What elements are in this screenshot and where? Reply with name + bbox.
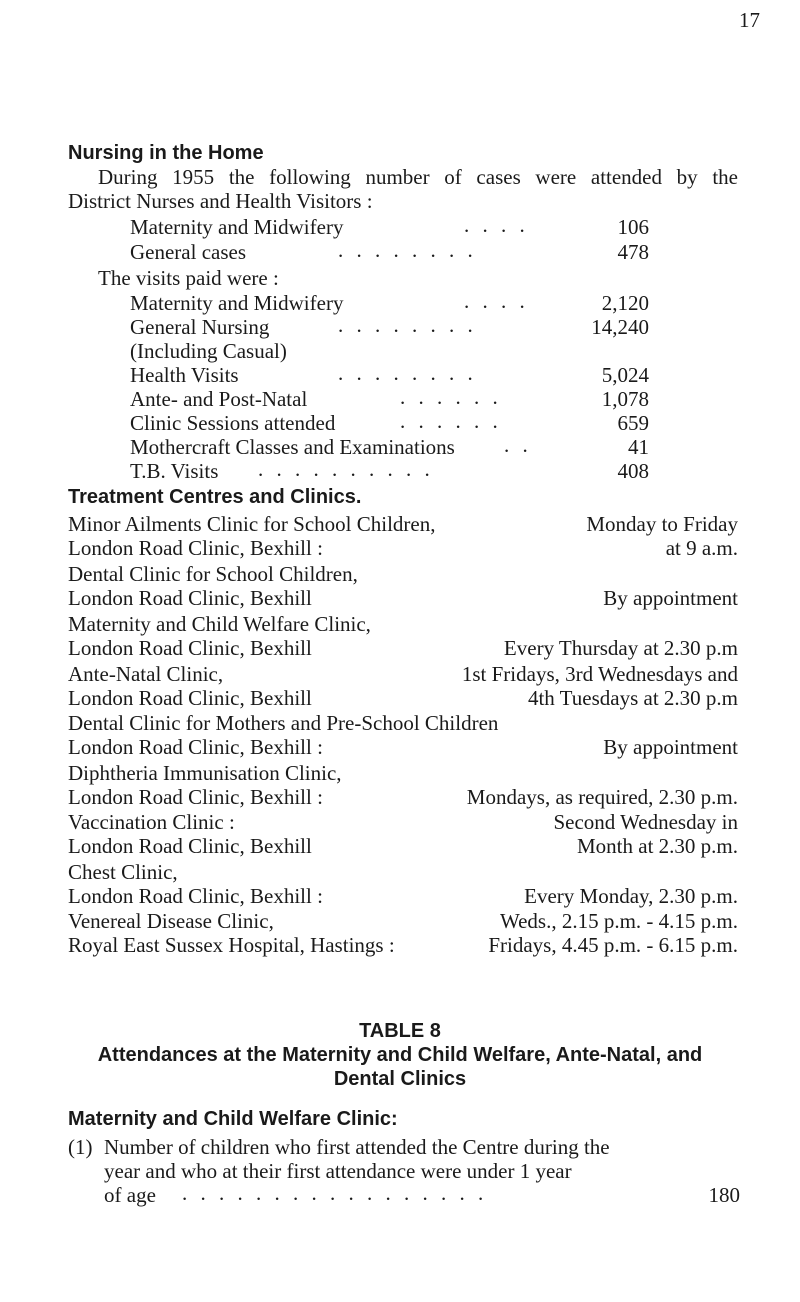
leader-dots: . . . . . . <box>400 409 502 433</box>
clinic-location: London Road Clinic, Bexhill <box>68 636 312 660</box>
visit-label: Maternity and Midwifery <box>130 291 344 315</box>
nursing-intro-line-2: District Nurses and Health Visitors : <box>68 189 373 213</box>
case-value: 478 <box>617 240 649 264</box>
visit-label: Mothercraft Classes and Examinations <box>130 435 455 459</box>
clinic-schedule: Weds., 2.15 p.m. - 4.15 p.m. <box>499 909 738 933</box>
visits-intro: The visits paid were : <box>98 266 279 290</box>
clinic-schedule: By appointment <box>603 586 738 610</box>
clinic-location: London Road Clinic, Bexhill <box>68 586 312 610</box>
clinic-name: Venereal Disease Clinic, <box>68 909 274 933</box>
leader-dots: . . . . . . . . <box>338 238 477 262</box>
visit-label: General Nursing <box>130 315 270 339</box>
clinic-name: Chest Clinic, <box>68 860 178 884</box>
clinic-name: Diphtheria Immunisation Clinic, <box>68 761 342 785</box>
table-subtitle-line-1: Attendances at the Maternity and Child Welfare, Ante-Natal, and <box>97 1044 703 1066</box>
clinic-location: London Road Clinic, Bexhill : <box>68 536 323 560</box>
visit-value: 5,024 <box>601 363 649 387</box>
clinic-schedule: 1st Fridays, 3rd Wednesdays and <box>461 662 738 686</box>
item-text-line-3: of age <box>104 1183 156 1207</box>
clinic-schedule: Fridays, 4.45 p.m. - 6.15 p.m. <box>488 933 738 957</box>
item-marker: (1) <box>68 1135 93 1159</box>
leader-dots: . . . . . . . . <box>338 361 477 385</box>
table-title: TABLE 8 <box>359 1020 441 1042</box>
section-heading-nursing: Nursing in the Home <box>68 142 264 164</box>
clinic-schedule: at 9 a.m. <box>665 536 738 560</box>
leader-dots: . . . . <box>464 289 529 313</box>
visit-label: T.B. Visits <box>130 459 219 483</box>
clinic-location: London Road Clinic, Bexhill : <box>68 884 323 908</box>
clinic-location: London Road Clinic, Bexhill : <box>68 735 323 759</box>
visit-label: Clinic Sessions attended <box>130 411 336 435</box>
clinic-name: Vaccination Clinic : <box>68 810 235 834</box>
clinic-location: London Road Clinic, Bexhill <box>68 834 312 858</box>
leader-dots: . . . . <box>464 213 529 237</box>
case-label: Maternity and Midwifery <box>130 215 344 239</box>
clinic-name: Dental Clinic for Mothers and Pre-School Children <box>68 711 499 735</box>
leader-dots: . . . . . . . . . . <box>258 457 434 481</box>
clinic-name: Minor Ailments Clinic for School Children, <box>68 512 436 536</box>
clinic-name: Ante-Natal Clinic, <box>68 662 224 686</box>
nursing-intro-line-1: During 1955 the following number of cases were attended by the <box>98 165 738 189</box>
leader-dots: . . . . . . . . <box>338 313 477 337</box>
visit-value: 659 <box>617 411 649 435</box>
case-label: General cases <box>130 240 247 264</box>
clinic-name: Dental Clinic for School Children, <box>68 562 358 586</box>
clinic-location: Royal East Sussex Hospital, Hastings : <box>68 933 395 957</box>
clinic-schedule: Second Wednesday in <box>553 810 738 834</box>
clinic-location: London Road Clinic, Bexhill : <box>68 785 323 809</box>
visit-value: 2,120 <box>601 291 649 315</box>
page-number: 17 <box>739 8 760 32</box>
table-subtitle-line-2: Dental Clinics <box>333 1068 467 1090</box>
section-heading-treatment: Treatment Centres and Clinics. <box>68 486 362 508</box>
clinic-schedule: By appointment <box>603 735 738 759</box>
subsection-heading: Maternity and Child Welfare Clinic: <box>68 1108 398 1130</box>
visit-label-note: (Including Casual) <box>130 339 287 363</box>
leader-dots: . . <box>504 433 532 457</box>
case-value: 106 <box>617 215 649 239</box>
visit-value: 41 <box>628 435 649 459</box>
leader-dots: . . . . . . . . . . . . . . . . . <box>182 1181 488 1205</box>
item-text-line-2: year and who at their first attendance were under 1 year <box>104 1159 572 1183</box>
visit-label: Health Visits <box>130 363 239 387</box>
clinic-location: London Road Clinic, Bexhill <box>68 686 312 710</box>
clinic-schedule: Mondays, as required, 2.30 p.m. <box>466 785 738 809</box>
item-value: 180 <box>708 1183 740 1207</box>
clinic-schedule: 4th Tuesdays at 2.30 p.m <box>527 686 738 710</box>
clinic-schedule: Every Monday, 2.30 p.m. <box>524 884 738 908</box>
visit-value: 14,240 <box>591 315 649 339</box>
visit-value: 408 <box>617 459 649 483</box>
visit-value: 1,078 <box>601 387 649 411</box>
clinic-name: Maternity and Child Welfare Clinic, <box>68 612 371 636</box>
item-text-line-1: Number of children who first attended the Centre during the <box>104 1135 610 1159</box>
clinic-schedule: Month at 2.30 p.m. <box>577 834 738 858</box>
clinic-schedule: Every Thursday at 2.30 p.m <box>503 636 738 660</box>
clinic-schedule: Monday to Friday <box>586 512 738 536</box>
leader-dots: . . . . . . <box>400 385 502 409</box>
visit-label: Ante- and Post-Natal <box>130 387 308 411</box>
